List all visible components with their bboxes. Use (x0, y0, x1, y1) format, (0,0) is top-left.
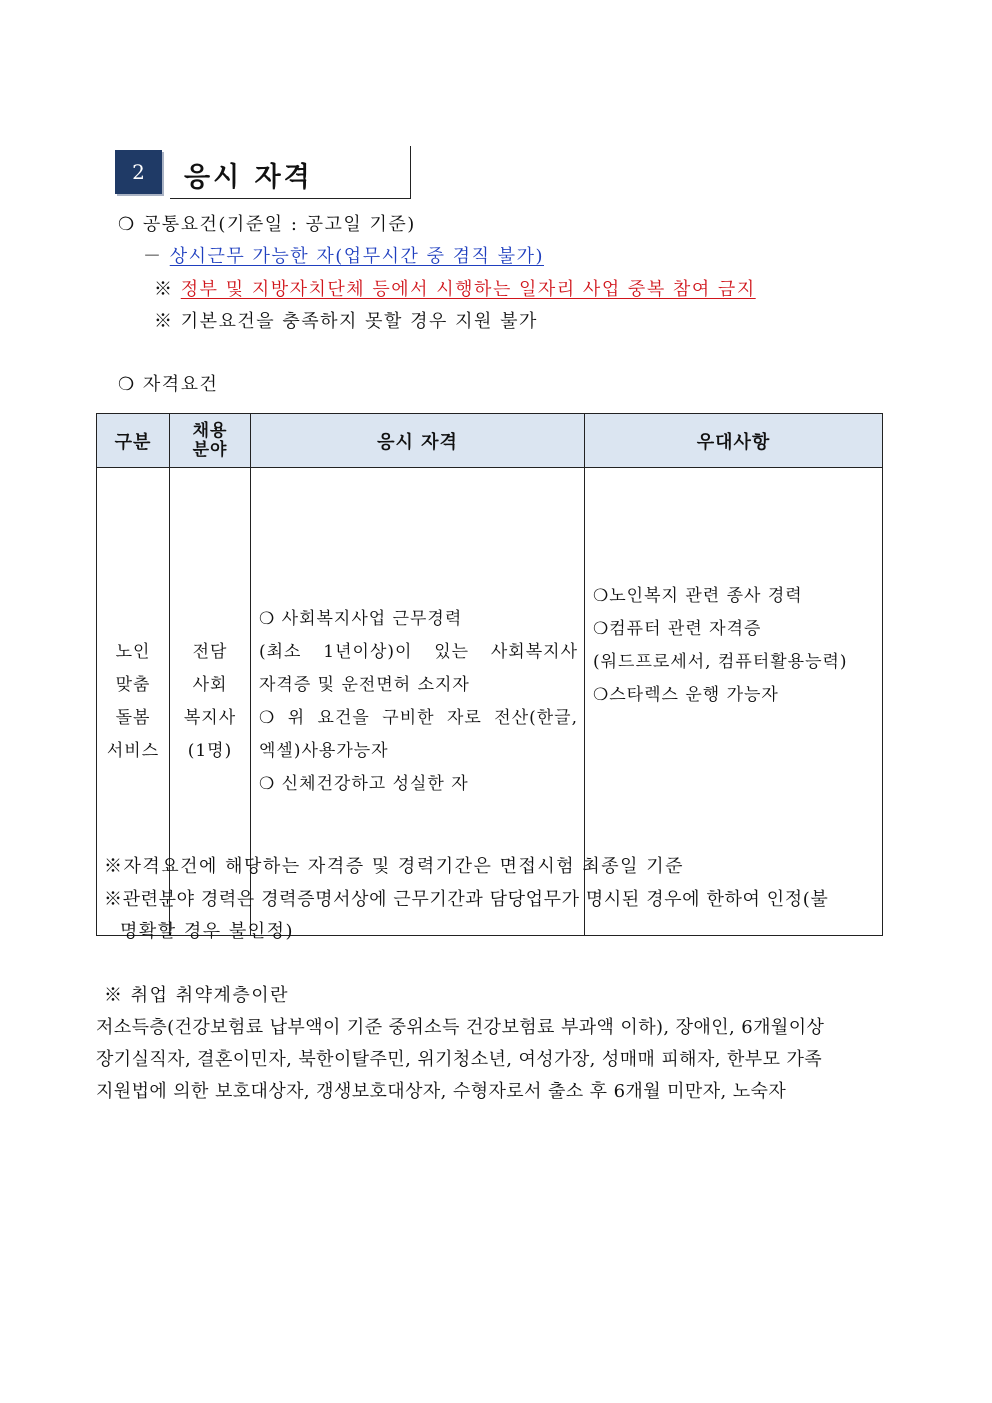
qualification-line: ❍ 신체건강하고 성실한 자 (259, 773, 469, 794)
common-heading: ❍ 공통요건(기준일 : 공고일 기준) (118, 214, 416, 235)
header-preference: 우대사항 (585, 414, 883, 468)
note-2-line2: 명확할 경우 불인정) (120, 921, 295, 942)
common-dash-item (143, 246, 544, 268)
field-line: 사회 (192, 674, 228, 695)
header-field (170, 414, 251, 468)
dash-marker: － (143, 246, 170, 267)
preference-line: ❍컴퓨터 관련 자격증 (593, 619, 762, 639)
qualification-line: (최소 1년이상)이 있는 사회복지사 (259, 641, 578, 662)
preference-line: ❍노인복지 관련 종사 경력 (593, 586, 803, 606)
category-line: 서비스 (106, 740, 160, 761)
common-note-basic: ※ 기본요건을 충족하지 못할 경우 지원 불가 (154, 311, 538, 332)
qualification-line: ❍ 위 요건을 구비한 자로 전산(한글, (259, 707, 578, 728)
note-2-line1: ※관련분야 경력은 경력증명서상에 근무기간과 담당업무가 명시된 경우에 한하여 인정(불 (104, 889, 829, 910)
header-category: 구분 (97, 414, 170, 468)
header-qualification: 응시 자격 (251, 414, 585, 468)
qualification-line: ❍ 사회복지사업 근무경력 (259, 608, 463, 629)
section-number: 2 (132, 160, 145, 184)
section-title: 응시 자격 (184, 162, 313, 193)
preference-line: (워드프로세서, 컴퓨터활용능력) (593, 652, 848, 672)
header-field-line2: 분야 (192, 439, 228, 460)
common-note-red (154, 279, 756, 301)
common-dash-text: 상시근무 가능한 자(업무시간 중 겸직 불가) (169, 246, 544, 267)
category-line: 맞춤 (115, 674, 151, 695)
qual-heading: ❍ 자격요건 (118, 374, 219, 395)
note-1: ※자격요건에 해당하는 자격증 및 경력기간은 면접시험 최종일 기준 (104, 856, 685, 877)
note-marker: ※ (154, 279, 181, 300)
field-line: 복지사 (183, 707, 237, 728)
field-line: (1명) (187, 740, 233, 761)
field-line: 전담 (192, 641, 228, 662)
vulnerable-line-2: 장기실직자, 결혼이민자, 북한이탈주민, 위기청소년, 여성가장, 성매매 피해자, 한부모 가족 (96, 1049, 823, 1070)
category-line: 노인 (115, 641, 151, 662)
qualification-line: 자격증 및 운전면허 소지자 (259, 674, 470, 695)
common-note-red-text: 정부 및 지방자치단체 등에서 시행하는 일자리 사업 중복 참여 금지 (180, 279, 756, 300)
vulnerable-line-3: 지원법에 의한 보호대상자, 갱생보호대상자, 수형자로서 출소 후 6개월 미만자, 노숙자 (96, 1081, 787, 1102)
qualification-line: 엑셀)사용가능자 (259, 740, 389, 761)
vulnerable-line-1: 저소득층(건강보험료 납부액이 기준 중위소득 건강보험료 부과액 이하), 장애인, 6개월이상 (96, 1017, 825, 1038)
table-header-row (97, 414, 883, 468)
category-line: 돌봄 (115, 707, 151, 728)
preference-line: ❍스타렉스 운행 가능자 (593, 685, 779, 705)
header-field-line1: 채용 (192, 420, 228, 441)
section-number-badge (115, 150, 162, 194)
vulnerable-heading: ※ 취업 취약계층이란 (104, 985, 290, 1006)
